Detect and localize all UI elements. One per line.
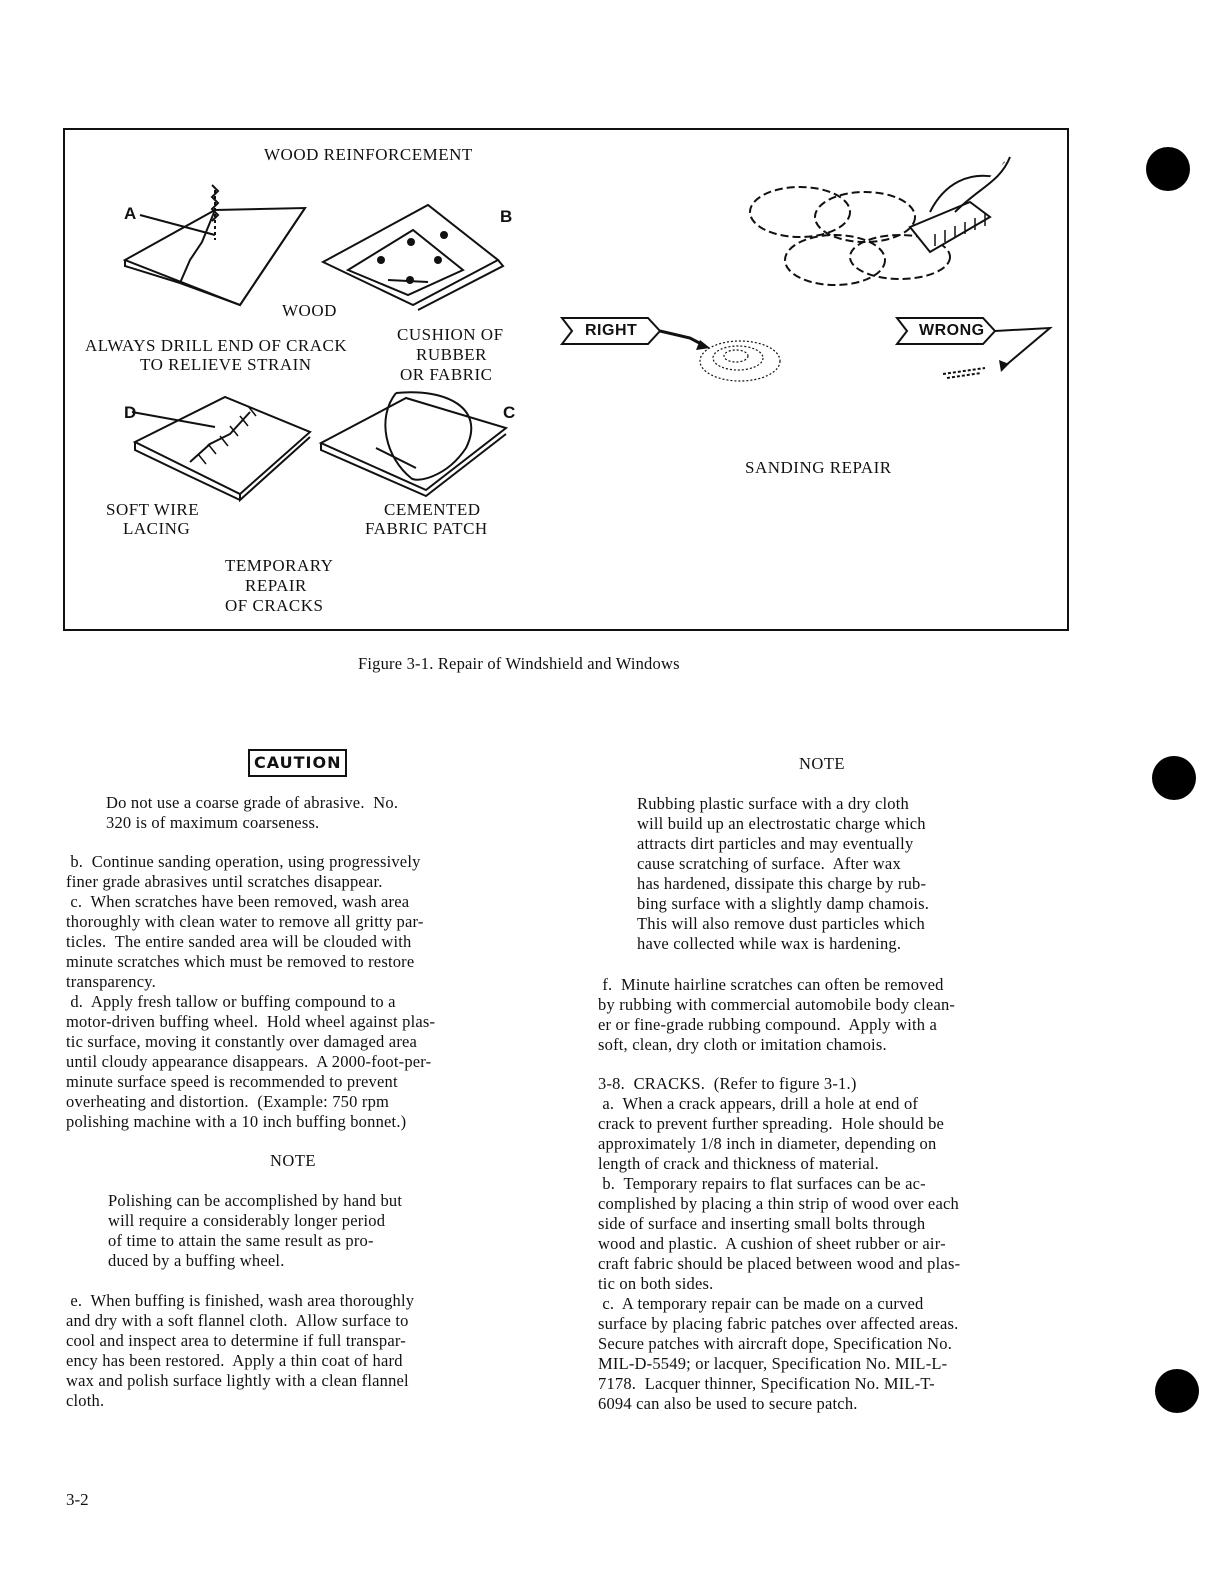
paragraph-d: d. Apply fresh tallow or buffing compound to a motor-driven buffing wheel. Hold wheel against plas- tic surface, moving it constantly over damaged area until cloudy appearance disappears. A 2000-foot-per- minute surface speed is recommended to prevent overheating and distortion. (Example: 750 rpm polishing machine with a 10 inch buffing bonnet.): [66, 992, 436, 1131]
callout-a: A: [124, 204, 137, 223]
label-temp-line3: OF CRACKS: [225, 596, 324, 615]
figure-title: WOOD REINFORCEMENT: [264, 145, 473, 164]
label-lacing-line1: SOFT WIRE: [106, 500, 200, 519]
label-lacing-line2: LACING: [123, 519, 191, 538]
caution-label: CAUTION: [248, 749, 347, 777]
label-right: RIGHT: [585, 322, 638, 339]
binder-hole-bottom: [1155, 1369, 1199, 1413]
section-heading-cracks: 3-8. CRACKS. (Refer to figure 3-1.): [598, 1074, 857, 1093]
label-sanding-repair: SANDING REPAIR: [745, 458, 892, 477]
callout-d: D: [124, 403, 137, 422]
label-patch-line2: FABRIC PATCH: [365, 519, 488, 538]
paragraph-c: c. When scratches have been removed, wash area thoroughly with clean water to remove all gritty par- ticles. The entire sanded area will be clouded with minute scratches which must be removed to restore transparency.: [66, 892, 424, 991]
note-text-left: Polishing can be accomplished by hand but will require a considerably longer period of time to attain the same result as pro- duced by a buffing wheel.: [108, 1191, 403, 1270]
note-heading-right: NOTE: [799, 754, 845, 773]
label-drill-line2: TO RELIEVE STRAIN: [140, 355, 312, 374]
label-wood: WOOD: [282, 301, 337, 320]
label-cushion-line1: CUSHION OF: [397, 325, 504, 344]
note-heading-left: NOTE: [270, 1151, 316, 1170]
label-patch-line1: CEMENTED: [384, 500, 481, 519]
figure-caption: Figure 3-1. Repair of Windshield and Windows: [358, 654, 680, 673]
paragraph-c-cracks: c. A temporary repair can be made on a curved surface by placing fabric patches over affected areas. Secure patches with aircraft dope, Specification No. MIL-D-5549; or lacquer, Specification No. MIL-L- 7178. Lacquer thinner, Specification No. MIL-T- 6094 can also be used to secure patch.: [598, 1294, 959, 1413]
callout-b: B: [500, 207, 513, 226]
paragraph-a-cracks: a. When a crack appears, drill a hole at end of crack to prevent further spreading. Hole should be approximately 1/8 inch in diameter, depending on length of crack and thickness of material.: [598, 1094, 945, 1173]
caution-text-line2: 320 is of maximum coarseness.: [106, 813, 320, 832]
label-cushion-line2: RUBBER: [416, 345, 488, 364]
fabric-patch-illustration: [316, 388, 526, 498]
label-temp-line1: TEMPORARY: [225, 556, 334, 575]
label-drill-line1: ALWAYS DRILL END OF CRACK: [85, 336, 348, 355]
paragraph-e: e. When buffing is finished, wash area thoroughly and dry with a soft flannel cloth. Allow surface to cool and inspect area to determine if full transpar- ency has been restored. Apply a thin coat of hard wax and polish surface lightly with a clean flannel cloth.: [66, 1291, 415, 1410]
binder-hole-middle: [1152, 756, 1196, 800]
label-temp-line2: REPAIR: [245, 576, 307, 595]
sanding-motion-illustration: [740, 172, 1010, 312]
binder-hole-top: [1146, 147, 1190, 191]
note-text-right: Rubbing plastic surface with a dry cloth will build up an electrostatic charge which attracts dirt particles and may eventually cause scratching of surface. After wax has hardened, dissipate this charge by rub- bing surface with a slightly damp chamois. This will also remove dust particles which have collected while wax is hardening.: [637, 794, 930, 953]
paragraph-b: b. Continue sanding operation, using progressively finer grade abrasives until scratches disappear.: [66, 852, 421, 891]
paragraph-b-cracks: b. Temporary repairs to flat surfaces can be ac- complished by placing a thin strip of wood over each side of surface and inserting small bolts through wood and plastic. A cushion of sheet rubber or air- craft fabric should be placed between wood and plas- tic on both sides.: [598, 1174, 961, 1293]
wood-reinforcement-illustration: [318, 200, 518, 310]
caution-text-line1: Do not use a coarse grade of abrasive. No.: [106, 793, 399, 812]
wire-lacing-illustration: [130, 392, 320, 502]
paragraph-f: f. Minute hairline scratches can often be removed by rubbing with commercial automobile body clean- er or fine-grade rubbing compound. Apply with a soft, clean, dry cloth or imitation chamois.: [598, 975, 956, 1054]
label-cushion-line3: OR FABRIC: [400, 365, 493, 384]
callout-c: C: [503, 403, 516, 422]
page-number: 3-2: [66, 1490, 89, 1509]
label-wrong: WRONG: [919, 322, 985, 339]
